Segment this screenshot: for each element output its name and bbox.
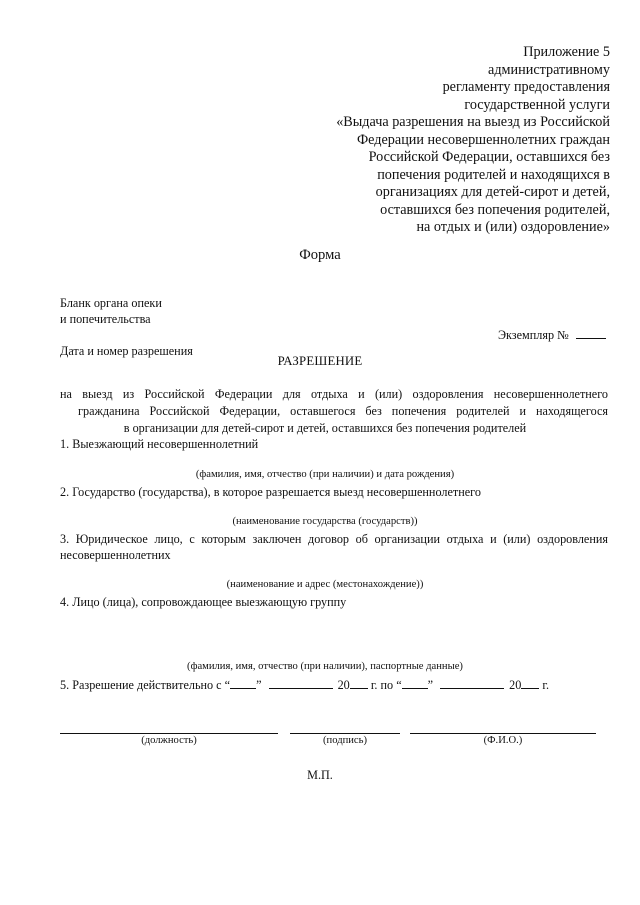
item-3-label: 3. Юридическое лицо, с которым заключен договор об организации отдыха и (или) оздоровления (60, 532, 608, 546)
appendix-line: Федерации несовершеннолетних граждан (356, 131, 610, 148)
item-2-label: 2. Государство (государства), в которое разрешается выезд несовершеннолетнего (60, 485, 481, 499)
year-suffix: г. (370, 678, 378, 692)
to-year-field[interactable] (521, 677, 539, 689)
position-line[interactable] (60, 733, 278, 734)
copy-number (498, 327, 606, 343)
intro-line: на выезд из Российской Федерации для отдыха и (или) оздоровления несовершеннолетнего (60, 387, 608, 401)
blank-authority-line1: Бланк органа опеки (60, 296, 162, 310)
copy-number-label: Экземпляр № (498, 328, 569, 342)
intro-line: в организации для детей-сирот и детей, оставшихся без попечения родителей (123, 421, 527, 435)
position-label: (должность) (141, 735, 197, 746)
appendix-line: административному (488, 61, 610, 78)
intro-line: гражданина Российской Федерации, оставшегося без попечения родителей и находящегося (78, 404, 608, 418)
document-title: РАЗРЕШЕНИЕ (277, 354, 363, 368)
item-3-hint: (наименование и адрес (местонахождение)) (226, 579, 424, 590)
fio-label: (Ф.И.О.) (483, 735, 523, 746)
item-5-label: 5. Разрешение действительно с (60, 678, 222, 692)
signature-line[interactable] (290, 733, 400, 734)
appendix-line: на отдых и (или) оздоровление» (416, 219, 610, 235)
form-label: Форма (299, 247, 341, 263)
item-4-hint: (фамилия, имя, отчество (при наличии), паспортные данные) (187, 661, 463, 672)
to-year-prefix: 20 (509, 678, 522, 692)
date-number-label: Дата и номер разрешения (60, 344, 193, 358)
appendix-line: оставшихся без попечения родителей, (380, 201, 610, 218)
appendix-line: организациях для детей-сирот и детей, (375, 184, 610, 200)
item-4-label: 4. Лицо (лица), сопровождающее выезжающую группу (60, 595, 347, 609)
fio-line[interactable] (410, 733, 596, 734)
to-day-field[interactable] (402, 677, 428, 689)
item-1-hint: (фамилия, имя, отчество (при наличии) и дата рождения) (195, 469, 455, 480)
stamp-place: М.П. (307, 768, 333, 782)
copy-number-field[interactable] (576, 327, 606, 339)
to-month-field[interactable] (440, 677, 504, 689)
quote-close: ” (427, 678, 434, 692)
from-month-field[interactable] (269, 677, 333, 689)
quote-open: “ (224, 678, 231, 692)
appendix-line: Приложение 5 (523, 44, 610, 60)
item-2-hint: (наименование государства (государств)) (232, 516, 418, 527)
appendix-header (280, 44, 610, 237)
appendix-line: «Выдача разрешения на выезд из Российской (336, 114, 610, 130)
from-day-field[interactable] (230, 677, 256, 689)
quote-open: “ (396, 678, 402, 692)
item-3-label-cont: несовершеннолетних (60, 548, 171, 562)
signature-label: (подпись) (323, 735, 367, 746)
item-1-label: 1. Выезжающий несовершеннолетний (60, 437, 259, 451)
year-suffix: г. (542, 678, 550, 692)
quote-close: ” (256, 678, 262, 692)
appendix-line: государственной услуги (464, 96, 610, 113)
from-year-prefix: 20 (337, 678, 350, 692)
appendix-line: регламенту предоставления (442, 79, 610, 95)
appendix-line: попечения родителей и находящихся в (377, 166, 610, 183)
to-label: по (380, 678, 394, 692)
appendix-line: Российской Федерации, оставшихся без (368, 149, 610, 165)
from-year-field[interactable] (350, 677, 368, 689)
blank-authority-line2: и попечительства (60, 312, 151, 326)
item-5-validity (60, 677, 549, 693)
